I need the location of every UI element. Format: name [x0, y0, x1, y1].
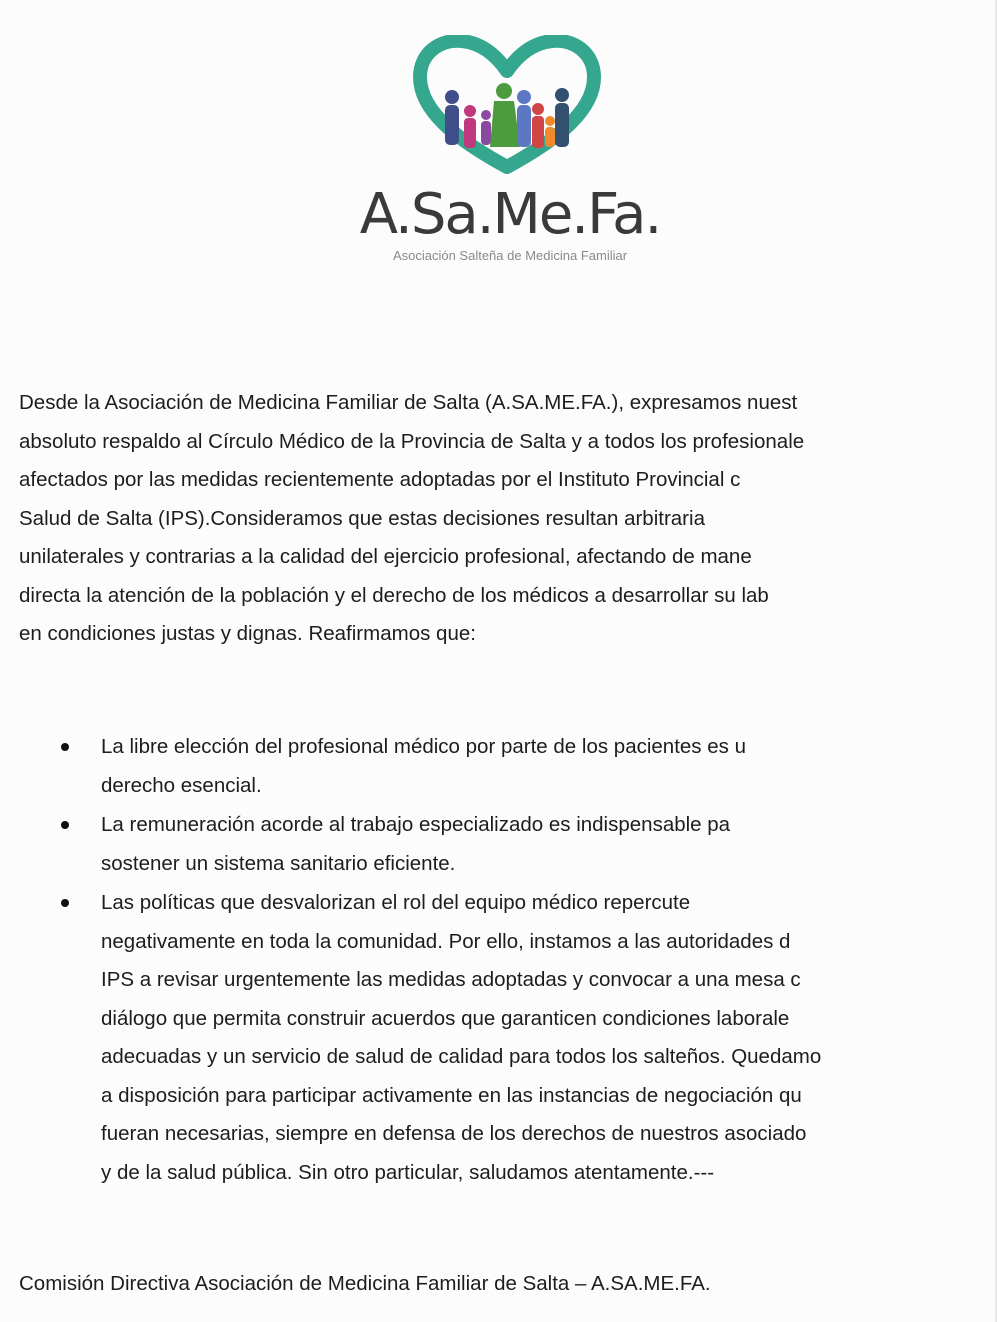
- intro-line: Desde la Asociación de Medicina Familiar de Salta (A.SA.ME.FA.), expresamos nuest: [19, 391, 798, 414]
- bullet-line: Las políticas que desvalorizan el rol del equipo médico repercute: [101, 891, 691, 914]
- bullet-line: La remuneración acorde al trabajo especializado es indispensable pa: [101, 813, 731, 836]
- list-item: [0, 884, 997, 1192]
- bullet-line: negativamente en toda la comunidad. Por ello, instamos a las autoridades d: [101, 929, 791, 953]
- intro-paragraph: [19, 384, 997, 654]
- bullet-icon: [61, 899, 69, 907]
- asamefa-logo: [340, 35, 680, 275]
- bullet-line: y de la salud pública. Sin otro particular, saludamos atentamente.---: [101, 1160, 715, 1184]
- bullet-line: diálogo que permita construir acuerdos que garanticen condiciones laborale: [101, 1006, 790, 1030]
- intro-line: Salud de Salta (IPS).Consideramos que estas decisiones resultan arbitraria: [19, 506, 705, 530]
- intro-line: directa la atención de la población y el derecho de los médicos a desarrollar su lab: [19, 583, 769, 607]
- bullet-icon: [61, 821, 69, 829]
- intro-line: afectados por las medidas recientemente adoptadas por el Instituto Provincial c: [19, 468, 741, 491]
- list-item: [0, 806, 997, 883]
- intro-line: absoluto respaldo al Círculo Médico de la Provincia de Salta y a todos los profesionale: [19, 429, 805, 453]
- bullet-line: sostener un sistema sanitario eficiente.: [101, 851, 456, 875]
- bullet-line: fueran necesarias, siempre en defensa de los derechos de nuestros asociado: [101, 1122, 807, 1145]
- bullet-line: La libre elección del profesional médico por parte de los pacientes es u: [101, 735, 746, 758]
- list-item: [0, 728, 997, 805]
- bullet-list: [0, 728, 997, 1193]
- signature-line: Comisión Directiva Asociación de Medicina Familiar de Salta – A.SA.ME.FA.: [19, 1272, 711, 1295]
- bullet-icon: [61, 743, 69, 751]
- bullet-line: a disposición para participar activamente en las instancias de negociación qu: [101, 1083, 802, 1107]
- bullet-line: derecho esencial.: [101, 773, 262, 797]
- intro-line: unilaterales y contrarias a la calidad del ejercicio profesional, afectando de mane: [19, 545, 752, 568]
- family-heart-logo-icon: [412, 35, 602, 185]
- logo-tagline: Asociación Salteña de Medicina Familiar: [392, 248, 628, 263]
- intro-line: en condiciones justas y dignas. Reafirmamos que:: [19, 622, 476, 645]
- bullet-line: IPS a revisar urgentemente las medidas adoptadas y convocar a una mesa c: [101, 968, 801, 991]
- bullet-line: adecuadas y un servicio de salud de calidad para todos los salteños. Quedamo: [101, 1045, 822, 1068]
- logo-brand-name: A.Sa.Me.Fa.: [359, 182, 661, 247]
